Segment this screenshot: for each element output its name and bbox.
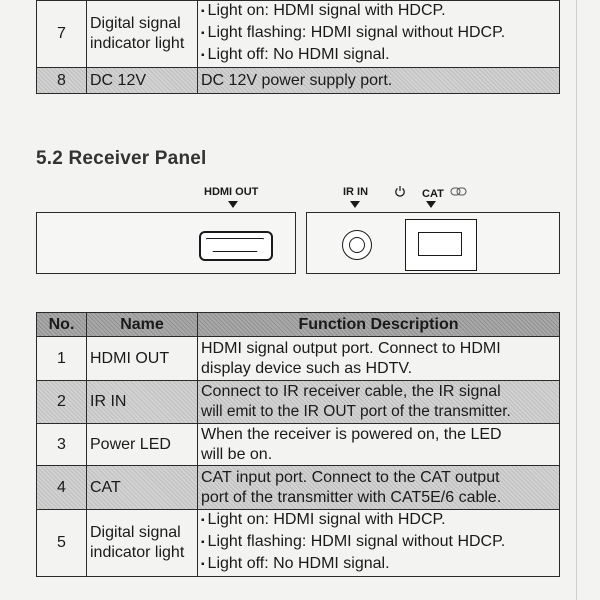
row-number: 1 [37, 337, 87, 381]
hdmi-out-label: HDMI OUT [204, 186, 259, 198]
transmitter-function-table [36, 0, 560, 94]
row-number: 5 [37, 510, 87, 577]
row-description: Connect to IR receiver cable, the IR signal will emit to the IR OUT port of the transmitter. [198, 381, 560, 424]
row-description: HDMI signal output port. Connect to HDMI display device such as HDTV. [198, 337, 560, 381]
column-header: Name [87, 313, 198, 337]
table-row [37, 466, 560, 510]
ir-in-label: IR IN [343, 186, 369, 198]
row-description: When the receiver is powered on, the LED will be on. [198, 424, 560, 466]
table-header-row [37, 313, 560, 337]
table-row [37, 381, 560, 424]
receiver-function-table [36, 312, 560, 577]
list-item: ▪ Light off: No HDMI signal. [201, 45, 556, 67]
table-row [37, 424, 560, 466]
row-name: CAT [87, 466, 198, 510]
row-number: 7 [37, 1, 87, 68]
row-name: Digital signal indicator light [87, 1, 198, 68]
row-description [198, 510, 560, 577]
table-row [37, 337, 560, 381]
arrow-down-icon [426, 201, 436, 208]
row-number: 3 [37, 424, 87, 466]
list-item: ▪ Light flashing: HDMI signal without HDCP. [201, 532, 556, 554]
row-description: CAT input port. Connect to the CAT output port of the transmitter with CAT5E/6 cable. [198, 466, 560, 510]
row-name: IR IN [87, 381, 198, 424]
list-item: ▪ Light on: HDMI signal with HDCP. [201, 510, 556, 532]
table-row [37, 68, 560, 94]
receiver-panel-left [36, 212, 296, 274]
list-item: ▪ Light flashing: HDMI signal without HDCP. [201, 23, 556, 45]
arrow-down-icon [228, 201, 238, 208]
row-description: DC 12V power supply port. [198, 68, 560, 94]
power-icon [394, 185, 406, 197]
table-row [37, 1, 560, 68]
link-icon [450, 187, 468, 197]
row-number: 4 [37, 466, 87, 510]
row-name: Power LED [87, 424, 198, 466]
column-header: Function Description [198, 313, 560, 337]
column-header: No. [37, 313, 87, 337]
row-name: DC 12V [87, 68, 198, 94]
row-description [198, 1, 560, 68]
section-title: 5.2 Receiver Panel [36, 148, 207, 169]
ir-port-icon [342, 230, 372, 260]
cat-label: CAT [422, 188, 444, 200]
row-name: HDMI OUT [87, 337, 198, 381]
row-number: 2 [37, 381, 87, 424]
row-number: 8 [37, 68, 87, 94]
page-gutter [576, 0, 577, 600]
receiver-panel-right [306, 212, 560, 274]
table-row [37, 510, 560, 577]
list-item: ▪ Light off: No HDMI signal. [201, 554, 556, 576]
list-item: ▪ Light on: HDMI signal with HDCP. [201, 1, 556, 23]
arrow-down-icon [350, 201, 360, 208]
hdmi-port-icon [199, 231, 273, 261]
row-name: Digital signal indicator light [87, 510, 198, 577]
cat-port-icon [405, 219, 477, 271]
